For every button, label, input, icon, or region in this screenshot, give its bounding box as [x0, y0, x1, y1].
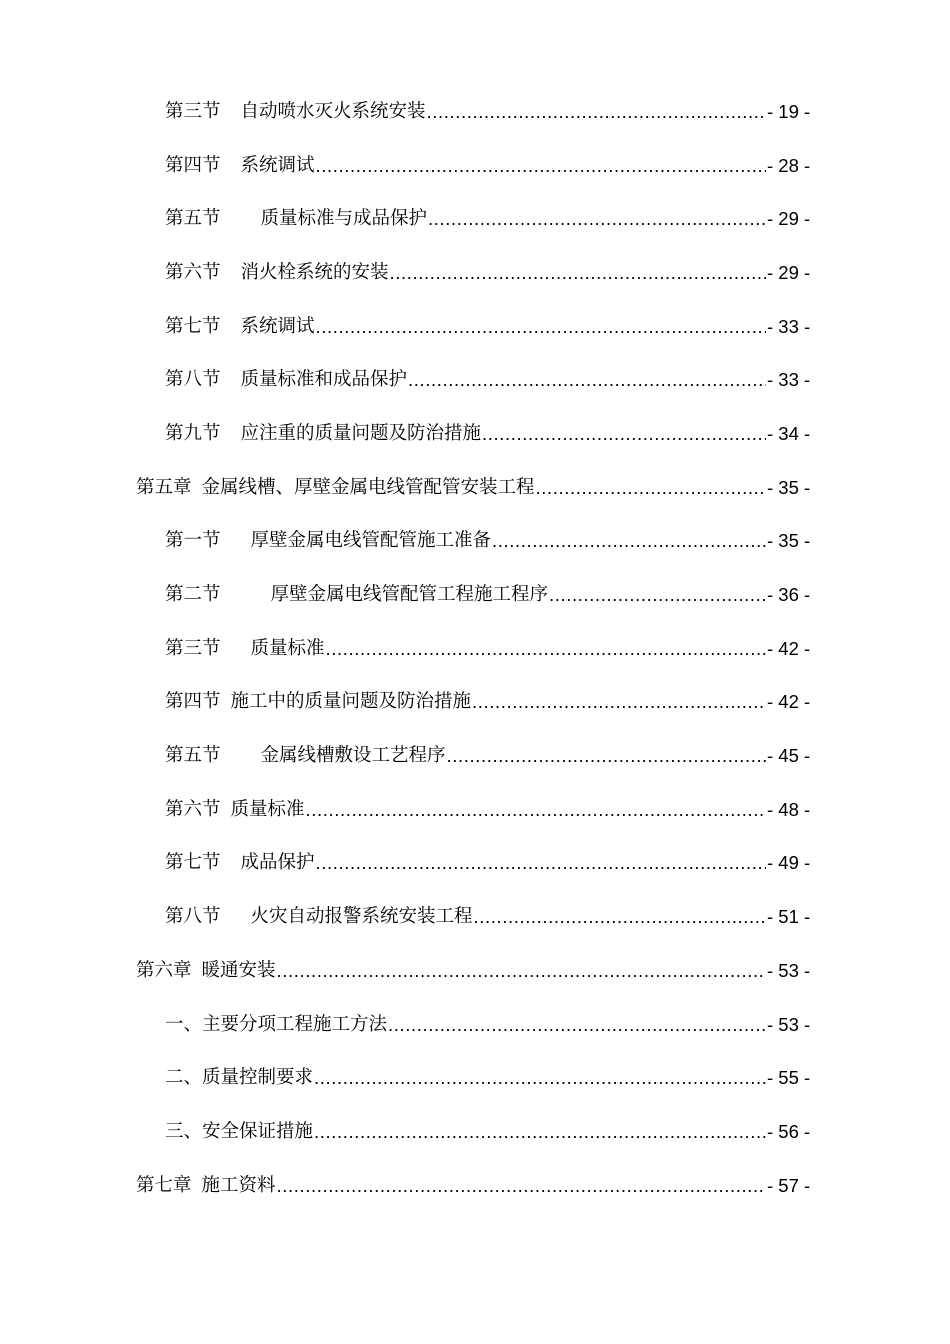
entry-title: 火灾自动报警系统安装工程: [250, 906, 473, 928]
dot-leader: [428, 207, 766, 231]
dot-leader: [492, 529, 766, 553]
dot-leader: [314, 1120, 766, 1144]
toc-chapter-entry[interactable]: [0, 461, 950, 515]
toc-section-entry[interactable]: [0, 837, 950, 891]
toc-section-entry[interactable]: [0, 998, 950, 1052]
entry-number: 第七章: [136, 1174, 192, 1196]
dot-leader: [472, 690, 766, 714]
dot-leader: [306, 798, 766, 822]
toc-section-entry[interactable]: [0, 246, 950, 300]
entry-title: 施工资料: [201, 1174, 276, 1196]
entry-number: 第六章: [136, 959, 192, 981]
dot-leader: [277, 959, 766, 983]
entry-title: 质量标准和成品保护: [240, 369, 408, 391]
entry-title: 主要分项工程施工方法: [202, 1013, 388, 1035]
page-number: - 36 -: [767, 584, 811, 606]
page-number: - 33 -: [767, 369, 811, 391]
page-number: - 45 -: [767, 745, 811, 767]
toc-section-entry[interactable]: [0, 890, 950, 944]
page-number: - 49 -: [767, 852, 811, 874]
toc-section-entry[interactable]: [0, 676, 950, 730]
page-number: - 53 -: [767, 1013, 811, 1035]
entry-number: 第六节: [165, 261, 221, 283]
page-number: - 29 -: [767, 208, 811, 230]
dot-leader: [388, 1013, 766, 1037]
toc-chapter-entry[interactable]: [0, 1159, 950, 1213]
page-number: - 56 -: [767, 1120, 811, 1142]
entry-number: 二、: [165, 1067, 203, 1089]
toc-section-entry[interactable]: [0, 300, 950, 354]
dot-leader: [549, 583, 766, 607]
page-number: - 42 -: [767, 637, 811, 659]
dot-leader: [536, 476, 766, 500]
dot-leader: [390, 261, 766, 285]
dot-leader: [314, 1066, 766, 1090]
entry-title: 质量标准与成品保护: [260, 208, 428, 230]
page-number: - 57 -: [767, 1174, 811, 1196]
toc-section-entry[interactable]: [0, 622, 950, 676]
page-number: - 35 -: [767, 530, 811, 552]
entry-title: 质量控制要求: [202, 1067, 314, 1089]
toc-section-entry[interactable]: [0, 192, 950, 246]
entry-title: 自动喷水灭火系统安装: [240, 100, 426, 122]
toc-section-entry[interactable]: [0, 515, 950, 569]
page-number: - 53 -: [767, 959, 811, 981]
toc-section-entry[interactable]: [0, 1051, 950, 1105]
dot-leader: [482, 422, 766, 446]
dot-leader: [427, 100, 766, 124]
entry-number: 第三节: [165, 100, 221, 122]
entry-number: 第二节: [165, 584, 221, 606]
page-number: - 48 -: [767, 798, 811, 820]
dot-leader: [316, 315, 766, 339]
entry-number: 第八节: [165, 906, 221, 928]
page-number: - 19 -: [767, 100, 811, 122]
entry-title: 系统调试: [240, 315, 315, 337]
toc-chapter-entry[interactable]: [0, 944, 950, 998]
entry-title: 质量标准: [250, 637, 325, 659]
entry-title: 金属线槽敷设工艺程序: [260, 745, 446, 767]
dot-leader: [277, 1174, 766, 1198]
page-number: - 29 -: [767, 261, 811, 283]
toc-section-entry[interactable]: [0, 407, 950, 461]
entry-number: 第七节: [165, 852, 221, 874]
toc-section-entry[interactable]: [0, 353, 950, 407]
page-number: - 28 -: [767, 154, 811, 176]
entry-title: 厚壁金属电线管配管工程施工程序: [270, 584, 549, 606]
entry-number: 第七节: [165, 315, 221, 337]
dot-leader: [474, 905, 766, 929]
entry-title: 厚壁金属电线管配管施工准备: [250, 530, 492, 552]
page-number: - 42 -: [767, 691, 811, 713]
entry-number: 三、: [165, 1120, 203, 1142]
entry-number: 第五节: [165, 208, 221, 230]
entry-title: 消火栓系统的安装: [240, 261, 389, 283]
entry-number: 第九节: [165, 422, 221, 444]
dot-leader: [408, 368, 766, 392]
page-number: - 55 -: [767, 1067, 811, 1089]
entry-number: 一、: [165, 1013, 203, 1035]
entry-title: 施工中的质量问题及防治措施: [230, 691, 472, 713]
entry-number: 第八节: [165, 369, 221, 391]
dot-leader: [326, 637, 766, 661]
entry-number: 第三节: [165, 637, 221, 659]
entry-number: 第五章: [136, 476, 192, 498]
entry-title: 成品保护: [240, 852, 315, 874]
entry-number: 第一节: [165, 530, 221, 552]
entry-title: 安全保证措施: [202, 1120, 314, 1142]
toc-section-entry[interactable]: [0, 139, 950, 193]
toc-section-entry[interactable]: [0, 568, 950, 622]
entry-number: 第五节: [165, 745, 221, 767]
toc-section-entry[interactable]: [0, 1105, 950, 1159]
entry-number: 第四节: [165, 154, 221, 176]
entry-number: 第六节: [165, 798, 221, 820]
entry-title: 质量标准: [230, 798, 305, 820]
page-number: - 35 -: [767, 476, 811, 498]
page-number: - 34 -: [767, 422, 811, 444]
entry-number: 第四节: [165, 691, 221, 713]
entry-title: 暖通安装: [201, 959, 276, 981]
dot-leader: [316, 851, 766, 875]
table-of-contents: [0, 85, 950, 1212]
entry-title: 金属线槽、厚壁金属电线管配管安装工程: [201, 476, 535, 498]
page-number: - 51 -: [767, 906, 811, 928]
toc-section-entry[interactable]: [0, 85, 950, 139]
entry-title: 系统调试: [240, 154, 315, 176]
toc-section-entry[interactable]: [0, 783, 950, 837]
entry-title: 应注重的质量问题及防治措施: [240, 422, 482, 444]
toc-section-entry[interactable]: [0, 729, 950, 783]
page-number: - 33 -: [767, 315, 811, 337]
dot-leader: [447, 744, 766, 768]
dot-leader: [316, 154, 766, 178]
